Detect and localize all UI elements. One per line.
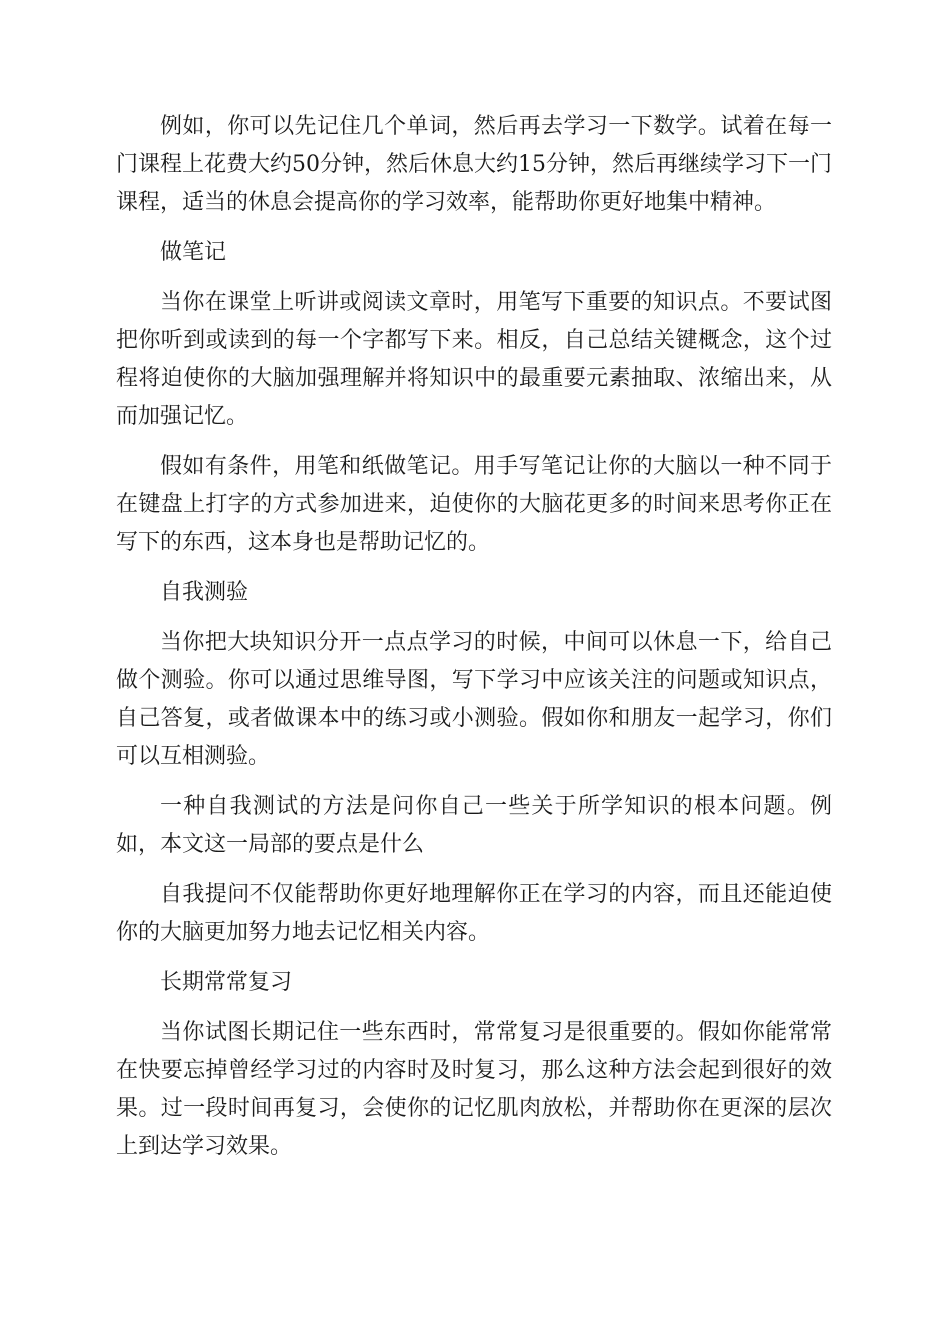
paragraph: 一种自我测试的方法是问你自己一些关于所学知识的根本问题。例如，本文这一局部的要点是什么 [116,794,832,857]
paragraph: 当你试图长期记住一些东西时，常常复习是很重要的。假如你能常常在快要忘掉曾经学习过的内容时及时复习，那么这种方法会起到很好的效果。过一段时间再复习，会使你的记忆肌肉放松，并帮助你在更深的层次上到达学习效果。 [116,1020,832,1159]
paragraph: 例如，你可以先记住几个单词，然后再去学习一下数学。试着在每一门课程上花费大约50分钟，然后休息大约15分钟，然后再继续学习下一门课程，适当的休息会提高你的学习效率，能帮助你更好地集中精神。 [116,114,832,215]
section-heading: 做笔记 [160,240,227,265]
section-heading: 长期常常复习 [160,970,293,995]
paragraph: 自我提问不仅能帮助你更好地理解你正在学习的内容，而且还能迫使你的大脑更加努力地去记忆相关内容。 [116,882,832,945]
paragraph: 假如有条件，用笔和纸做笔记。用手写笔记让你的大脑以一种不同于在键盘上打字的方式参加进来，迫使你的大脑花更多的时间来思考你正在写下的东西，这本身也是帮助记忆的。 [116,454,832,555]
paragraph: 当你把大块知识分开一点点学习的时候，中间可以休息一下，给自己做个测验。你可以通过思维导图，写下学习中应该关注的问题或知识点，自己答复，或者做课本中的练习或小测验。假如你和朋友一起学习，你们可以互相测验。 [116,630,832,769]
document-page [116,108,832,1178]
section-heading: 自我测验 [160,580,249,605]
paragraph: 当你在课堂上听讲或阅读文章时，用笔写下重要的知识点。不要试图把你听到或读到的每一个字都写下来。相反，自己总结关键概念，这个过程将迫使你的大脑加强理解并将知识中的最重要元素抽取、浓缩出来，从而加强记忆。 [116,290,832,429]
